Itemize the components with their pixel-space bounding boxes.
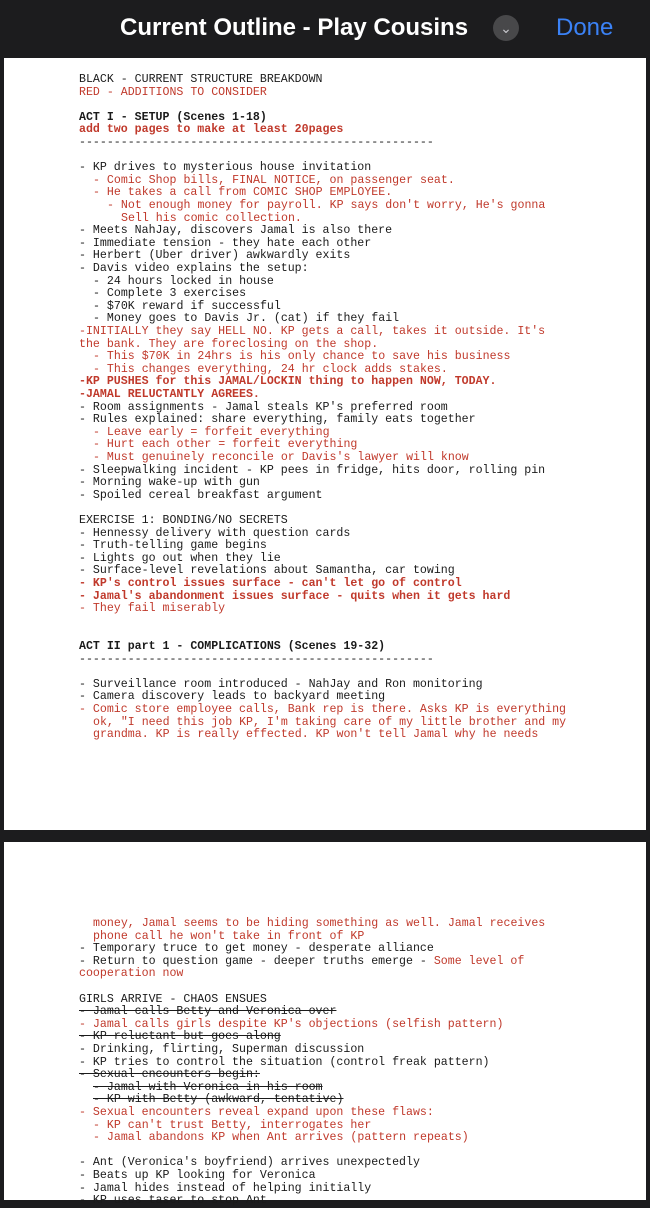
- outline-line: [79, 968, 183, 981]
- navigation-bar: [0, 0, 650, 58]
- outline-line-text: - KP drives to mysterious house invitation: [79, 161, 372, 175]
- outline-line-text: - Complete 3 exercises: [93, 287, 247, 301]
- outline-line-text: - Drinking, flirting, Superman discussion: [79, 1043, 365, 1056]
- outline-line-text: grandma. KP is really effected. KP won't tell Jamal why he needs: [93, 728, 539, 742]
- chevron-down-icon[interactable]: ⌄: [493, 15, 519, 41]
- outline-line-text: - Leave early = forfeit everything: [93, 425, 330, 439]
- outline-line-text: add two pages to make at least 20pages: [79, 123, 344, 137]
- outline-line: [79, 490, 323, 503]
- outline-line-text: - Surface-level revelations about Samantha, car towing: [79, 564, 455, 578]
- outline-line-text: money, Jamal seems to be hiding something as well. Jamal receives: [93, 917, 546, 930]
- outline-line-text: ACT I - SETUP (Scenes 1-18): [79, 110, 267, 124]
- outline-line-text: - Lights go out when they lie: [79, 551, 281, 565]
- outline-line-text: - Spoiled cereal breakfast argument: [79, 488, 323, 502]
- outline-line-text: RED - ADDITIONS TO CONSIDER: [79, 85, 267, 99]
- outline-line-text: - Room assignments - Jamal steals KP's preferred room: [79, 400, 448, 414]
- outline-line-text: - This changes everything, 24 hr clock adds stakes.: [93, 362, 448, 376]
- outline-line-text: EXERCISE 1: BONDING/NO SECRETS: [79, 514, 288, 527]
- outline-line-text: - Comic store employee calls, Bank rep is there. Asks KP is everything: [79, 703, 567, 716]
- outline-line-text: - Camera discovery leads to backyard meeting: [79, 690, 386, 704]
- outline-line-text: - He takes a call from COMIC SHOP EMPLOYEE.: [93, 186, 393, 200]
- outline-line-text: BLACK - CURRENT STRUCTURE BREAKDOWN: [79, 73, 323, 86]
- outline-line-text: - KP tries to control the situation (control freak pattern): [79, 1055, 490, 1069]
- outline-line-text: - 24 hours locked in house: [93, 274, 274, 288]
- outline-line-text: - Sexual encounters reveal expand upon these flaws:: [79, 1106, 434, 1119]
- outline-line-text: - KP reluctant but goes along: [79, 1030, 281, 1044]
- outline-line-text: - Rules explained: share everything, family eats together: [79, 413, 476, 427]
- outline-line-text: - Jamal with Veronica in his room: [93, 1080, 323, 1094]
- outline-line-text: ---------------------------------------------------: [79, 652, 434, 666]
- outline-line-text: - KP can't trust Betty, interrogates her: [93, 1118, 372, 1132]
- outline-line-text: - Jamal's abandonment issues surface - quits when it gets hard: [79, 589, 511, 603]
- outline-line-text: -KP PUSHES for this JAMAL/LOCKIN thing to happen NOW, TODAY.: [79, 375, 497, 389]
- outline-line-text: - Herbert (Uber driver) awkwardly exits: [79, 249, 351, 263]
- outline-line: [93, 1132, 469, 1145]
- outline-line-text: - Sleepwalking incident - KP pees in fridge, hits door, rolling pin: [79, 463, 546, 477]
- outline-line-text: - Comic Shop bills, FINAL NOTICE, on passenger seat.: [93, 173, 455, 187]
- outline-line-text: - Must genuinely reconcile or Davis's lawyer will know: [93, 451, 469, 464]
- document-page-2: [4, 842, 646, 1208]
- outline-line-text: - Return to question game - deeper truths emerge -: [79, 954, 434, 968]
- outline-line-text: -INITIALLY they say HELL NO. KP gets a call, takes it outside. It's: [79, 325, 546, 338]
- outline-line-text: ok, "I need this job KP, I'm taking care of my little brother and my: [93, 715, 567, 729]
- outline-line-text: - Davis video explains the setup:: [79, 262, 309, 275]
- outline-line-text: - This $70K in 24hrs is his only chance to save his business: [93, 350, 511, 364]
- outline-line-text: - Not enough money for payroll. KP says don't worry, He's gonna: [107, 199, 546, 212]
- outline-line-text: - Hennessy delivery with question cards: [79, 526, 351, 540]
- outline-line-addition: Some level of: [433, 954, 525, 968]
- document-title: Current Outline - Play Cousins: [120, 14, 469, 41]
- outline-line-text: cooperation now: [79, 967, 184, 981]
- outline-line-text: Sell his comic collection.: [121, 211, 302, 225]
- outline-line-text: - Jamal abandons KP when Ant arrives (pattern repeats): [93, 1131, 469, 1145]
- outline-line-text: - Meets NahJay, discovers Jamal is also there: [79, 224, 393, 238]
- outline-line-text: - Jamal calls girls despite KP's objections (selfish pattern): [79, 1017, 504, 1031]
- outline-line-text: - KP's control issues surface - can't let go of control: [79, 577, 462, 590]
- outline-line: [93, 729, 538, 742]
- outline-line-text: - KP with Betty (awkward, tentative): [93, 1093, 344, 1107]
- outline-line-text: - Immediate tension - they hate each other: [79, 236, 372, 250]
- outline-line-text: - They fail miserably: [79, 602, 226, 616]
- outline-line: [79, 603, 225, 616]
- outline-line-text: - Truth-telling game begins: [79, 539, 267, 553]
- outline-line: [79, 87, 267, 100]
- outline-line-text: ---------------------------------------------------: [79, 136, 434, 149]
- outline-line: [79, 1195, 267, 1208]
- outline-line-text: phone call he won't take in front of KP: [93, 929, 365, 943]
- outline-line-text: - Jamal calls Betty and Veronica over: [79, 1005, 337, 1019]
- outline-line-text: - Hurt each other = forfeit everything: [93, 438, 358, 452]
- outline-line-text: the bank. They are foreclosing on the shop.: [79, 337, 379, 351]
- outline-line: [79, 654, 434, 667]
- outline-line-text: - Ant (Veronica's boyfriend) arrives unexpectedly: [79, 1156, 420, 1170]
- outline-line-text: - Surveillance room introduced - NahJay and Ron monitoring: [79, 677, 483, 691]
- outline-line-text: ACT II part 1 - COMPLICATIONS (Scenes 19-32): [79, 640, 386, 653]
- outline-line-text: - KP uses taser to stop Ant: [79, 1194, 267, 1208]
- outline-line-text: - Temporary truce to get money - desperate alliance: [79, 942, 434, 956]
- document-page-1: [4, 58, 646, 830]
- outline-line: [79, 137, 434, 150]
- outline-line-text: - Beats up KP looking for Veronica: [79, 1169, 316, 1182]
- done-button[interactable]: Done: [556, 14, 614, 41]
- outline-line-text: - Sexual encounters begin:: [79, 1068, 260, 1082]
- outline-line-text: - Money goes to Davis Jr. (cat) if they fail: [93, 312, 400, 326]
- outline-line-text: - Morning wake-up with gun: [79, 476, 260, 490]
- outline-line-text: GIRLS ARRIVE - CHAOS ENSUES: [79, 992, 267, 1006]
- outline-line-text: -JAMAL RELUCTANTLY AGREES.: [79, 388, 260, 401]
- outline-line-text: - $70K reward if successful: [93, 299, 281, 313]
- outline-line-text: - Jamal hides instead of helping initially: [79, 1181, 372, 1195]
